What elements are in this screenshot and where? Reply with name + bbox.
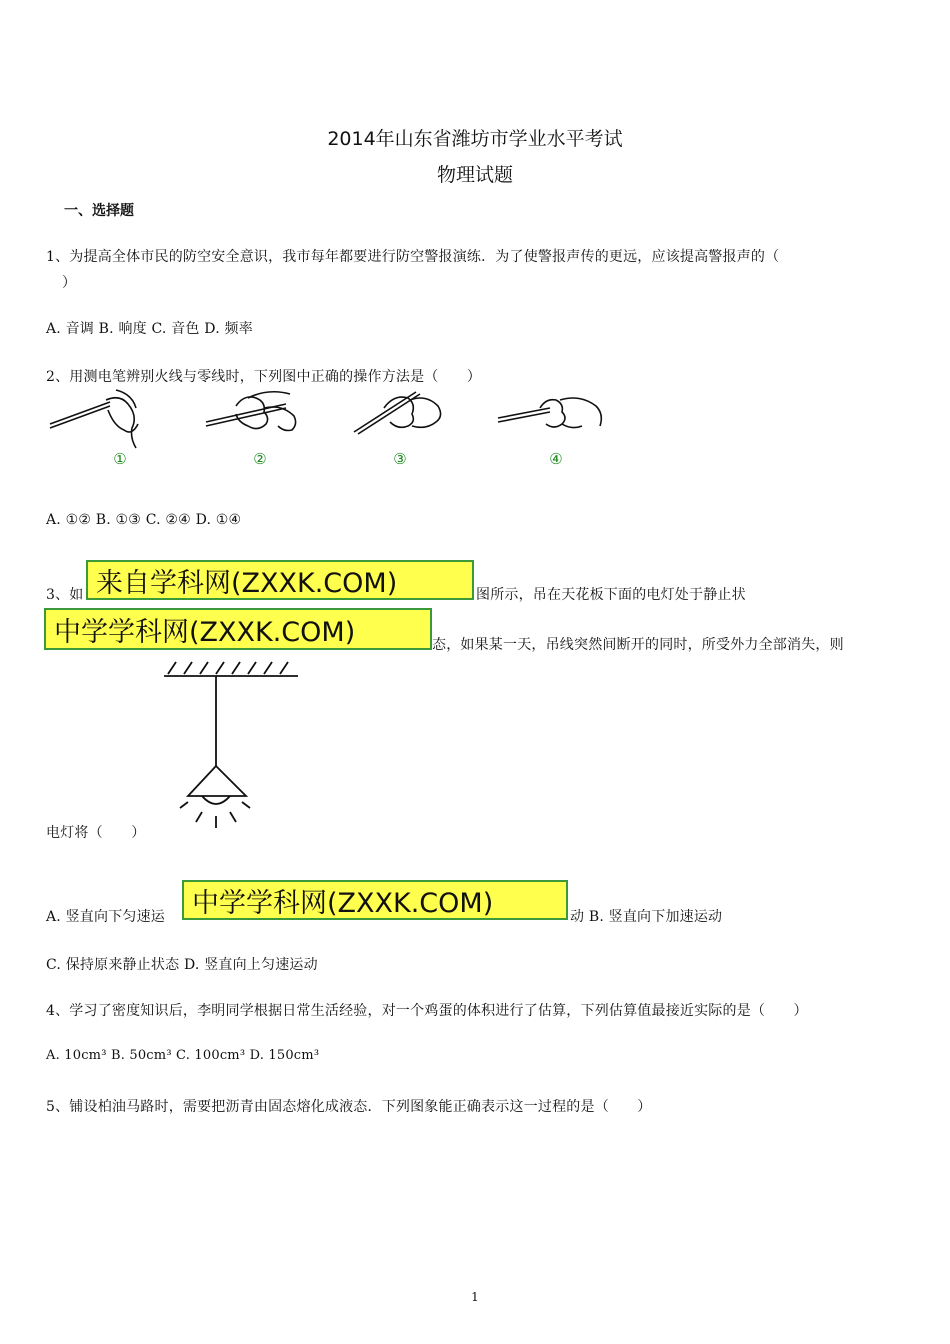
pen-label-4: ④ (549, 450, 563, 468)
ceiling-hatch (168, 662, 288, 674)
pen-label-1: ① (113, 450, 127, 468)
q3-option-a-prefix: A. 竖直向下匀速运 (46, 909, 166, 925)
pen-figure-4 (498, 398, 601, 428)
pen-figure-1 (50, 390, 138, 448)
watermark-banner: 来自学科网(ZXXK.COM) (86, 560, 474, 600)
q4-stem: 4、学习了密度知识后，李明同学根据日常生活经验，对一个鸡蛋的体积进行了估算，下列估算值最接近实际的是（ ） (46, 1003, 808, 1019)
q3-prefix: 3、如 (46, 587, 84, 603)
light-rays (180, 802, 250, 828)
tester-pens-figure (46, 386, 606, 472)
q2-stem: 2、用测电笔辨别火线与零线时，下列图中正确的操作方法是（ ） (46, 369, 482, 385)
q2-options: A. ①② B. ①③ C. ②④ D. ①④ (46, 512, 242, 528)
q3-stem-line1: 图所示，吊在天花板下面的电灯处于静止状 (476, 587, 746, 603)
watermark-banner: 中学学科网(ZXXK.COM) (44, 608, 432, 650)
lamp-bulb (202, 796, 230, 804)
q3-stem-line2: 态，如果某一天，吊线突然间断开的同时，所受外力全部消失，则 (432, 637, 844, 653)
watermark-banner: 中学学科网(ZXXK.COM) (182, 880, 568, 920)
exam-subtitle: 物理试题 (436, 164, 513, 186)
exam-title: 2014年山东省潍坊市学业水平考试 (327, 128, 623, 150)
pen-label-3: ③ (393, 450, 407, 468)
pen-figure-2 (206, 392, 296, 431)
q3-option-a-rest: 动 B. 竖直向下加速运动 (570, 909, 723, 925)
q5-stem: 5、铺设柏油马路时，需要把沥青由固态熔化成液态．下列图象能正确表示这一过程的是（ ） (46, 1099, 652, 1115)
pen-label-2: ② (253, 450, 267, 468)
lamp-shade (188, 766, 246, 796)
q4-options: A. 10cm³ B. 50cm³ C. 100cm³ D. 150cm³ (46, 1048, 320, 1063)
q1-stem-line2: ） (62, 275, 77, 291)
section-heading: 一、选择题 (64, 203, 134, 219)
q3-stem-line3: 电灯将（ ） (46, 825, 146, 841)
page-number: 1 (471, 1290, 479, 1304)
pen-figure-3 (354, 392, 441, 434)
q1-options: A. 音调 B. 响度 C. 音色 D. 频率 (46, 321, 253, 337)
q1-stem-line1: 1、为提高全体市民的防空安全意识，我市每年都要进行防空警报演练．为了使警报声传的更远，应该提高警报声的（ (46, 249, 780, 265)
hanging-lamp-figure (158, 658, 304, 838)
q3-options-cd: C. 保持原来静止状态 D. 竖直向上匀速运动 (46, 957, 318, 973)
